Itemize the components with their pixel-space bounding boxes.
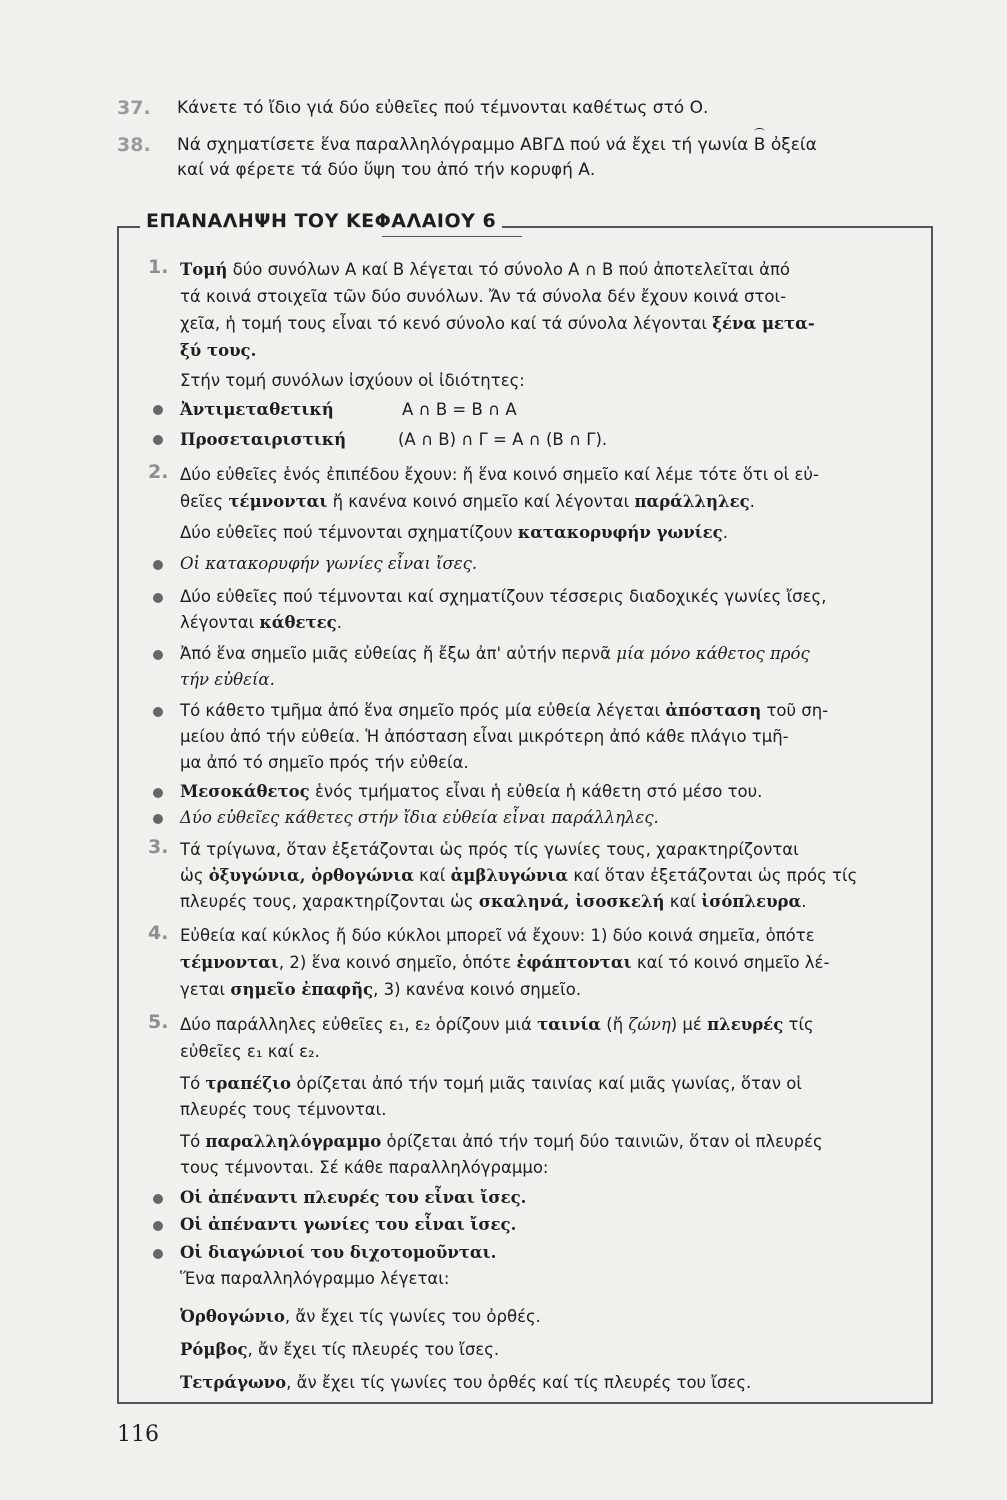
formula: Α ∩ Β = Β ∩ Α: [402, 400, 517, 419]
text-part: ὁρίζεται ἀπό τήν τομή μιᾶς ταινίας καί μιᾶς γωνίας, ὅταν οἱ: [291, 1074, 802, 1093]
exercise-number: 37.: [117, 97, 151, 119]
text-line: πλευρές τους τέμνονται.: [180, 1100, 387, 1119]
property-name: Προσεταιριστική: [180, 430, 347, 449]
text-line: [180, 1370, 910, 1396]
text-line: [180, 1304, 910, 1330]
bullet-icon: [153, 650, 163, 660]
text-part: λέγονται: [180, 613, 260, 632]
term: Τετράγωνο: [180, 1373, 287, 1392]
text-line: [180, 551, 910, 577]
term: παράλληλες: [634, 492, 750, 511]
exercise-38: [117, 133, 817, 183]
text-part: καί: [664, 892, 702, 911]
property-name: Ἀντιμεταθετική: [180, 400, 334, 419]
section-number: 4.: [148, 922, 169, 944]
text-line: Δύο εὐθεῖες πού τέμνονται καί σχηματίζουν τέσσερις διαδοχικές γωνίες ἴσες,: [180, 587, 827, 606]
term: ταινία: [537, 1015, 602, 1034]
text-part: ) μέ: [670, 1015, 708, 1034]
text-line: [180, 257, 910, 283]
text-part: , 2) ἕνα κοινό σημεῖο, ὁπότε: [278, 953, 517, 972]
text-part: (ἤ: [601, 1015, 629, 1034]
term: ξύ τους.: [180, 341, 257, 360]
text-line: [180, 1185, 910, 1211]
text-part: Νά σχηματίσετε ἕνα παραλληλόγραμμο ΑΒΓΔ πού νά ἔχει τή γωνία: [177, 135, 754, 155]
text-line: [180, 1337, 910, 1363]
text-line: μα ἀπό τό σημεῖο πρός τήν εὐθεία.: [180, 753, 469, 772]
page-number: 116: [117, 1422, 159, 1447]
text-line: λέγονται κάθετες.: [180, 613, 342, 632]
section-number: 5.: [148, 1011, 169, 1033]
bullet-icon: [153, 405, 163, 415]
bullet-icon: [153, 814, 163, 824]
text-part: γεται: [180, 980, 231, 999]
text-line: [180, 338, 910, 364]
term: Ὀρθογώνιο: [180, 1307, 285, 1326]
text-part: θεῖες: [180, 492, 229, 511]
text-part: , ἄν ἔχει τίς γωνίες του ὀρθές καί τίς πλευρές του ἴσες.: [286, 1373, 752, 1392]
exercise-text: Κάνετε τό ἴδιο γιά δύο εὐθεῖες πού τέμνονται καθέτως στό Ο.: [177, 98, 709, 118]
term: τέμνονται: [180, 953, 279, 972]
text-line: [180, 1012, 910, 1038]
exercise-text: [177, 133, 817, 158]
term: ἀπόσταση: [665, 701, 762, 720]
text-line: Ἕνα παραλληλόγραμμο λέγεται:: [180, 1269, 450, 1288]
text-line: [180, 779, 910, 805]
formula: (Α ∩ Β) ∩ Γ = Α ∩ (Β ∩ Γ).: [398, 430, 608, 449]
bullet-icon: [153, 1249, 163, 1259]
text-part: ὁρίζεται ἀπό τήν τομή δύο ταινιῶν, ὅταν οἱ πλευρές: [381, 1132, 823, 1151]
bullet-icon: [153, 1194, 163, 1204]
property-line: [180, 427, 910, 453]
text-line: τά κοινά στοιχεῖα τῶν δύο συνόλων. Ἄν τά σύνολα δέν ἔχουν κοινά στοι-: [180, 287, 787, 306]
bullet-icon: [153, 1221, 163, 1231]
text-part: δύο συνόλων Α καί Β λέγεται τό σύνολο Α ∩ Β πού ἀποτελεῖται ἀπό: [227, 260, 790, 279]
text-part: καί τό κοινό σημεῖο λέ-: [631, 953, 830, 972]
text-line: εὐθεῖες ε₁ καί ε₂.: [180, 1042, 320, 1061]
text-part: Δύο εὐθεῖες πού τέμνονται σχηματίζουν: [180, 523, 518, 542]
term: κάθετες: [259, 613, 337, 632]
text-line: Δύο εὐθεῖες ἑνός ἐπιπέδου ἔχουν: ἤ ἕνα κοινό σημεῖο καί λέμε τότε ὅτι οἱ εὐ-: [180, 465, 819, 484]
text-line: [180, 667, 910, 693]
text-part: Τό: [180, 1074, 206, 1093]
term: σκαληνά, ἰσοσκελή: [478, 892, 665, 911]
chapter-review-title: ΕΠΑΝΑΛΗΨΗ ΤΟΥ ΚΕΦΑΛΑΙΟΥ 6: [140, 210, 502, 232]
property-line: [180, 397, 910, 423]
property-statement: Οἱ ἀπέναντι γωνίες του εἶναι ἴσες.: [180, 1215, 517, 1234]
text-part: πλευρές τους, χαρακτηρίζονται ὡς: [180, 892, 479, 911]
bullet-icon: [153, 435, 163, 445]
text-line: πλευρές τους, χαρακτηρίζονται ὡς σκαληνά, ἰσοσκελή καί ἰσόπλευρα.: [180, 892, 807, 911]
term: τέμνονται: [228, 492, 328, 511]
exercise-number: 38.: [117, 134, 151, 156]
text-part: τοῦ ση-: [761, 701, 829, 720]
italic-statement: μία μόνο κάθετος πρός: [616, 644, 810, 663]
text-line: Στήν τομή συνόλων ἰσχύουν οἱ ἰδιότητες:: [180, 371, 525, 390]
text-line: [180, 1240, 910, 1266]
text-part: Τό κάθετο τμῆμα ἀπό ἕνα σημεῖο πρός μία εὐθεία λέγεται: [180, 701, 666, 720]
text-line: Τά τρίγωνα, ὅταν ἐξετάζονται ὡς πρός τίς γωνίες τους, χαρακτηρίζονται: [180, 840, 799, 859]
section-number: 1.: [148, 256, 169, 278]
text-part: , ἄν ἔχει τίς γωνίες του ὀρθές.: [284, 1307, 541, 1326]
text-line: [180, 805, 910, 831]
term: ἰσόπλευρα: [701, 892, 802, 911]
term: Τομή: [180, 260, 228, 279]
bullet-icon: [153, 707, 163, 717]
text-line: [180, 977, 910, 1003]
text-part: καί: [413, 866, 451, 885]
bullet-icon: [153, 560, 163, 570]
italic-statement: τήν εὐθεία.: [180, 670, 275, 689]
term: ξένα μετα-: [712, 314, 815, 333]
bullet-icon: [153, 788, 163, 798]
text-part: καί ὅταν ἐξετάζονται ὡς πρός τίς: [568, 866, 858, 885]
section-number: 3.: [148, 836, 169, 858]
angle-symbol: Β: [754, 133, 766, 158]
italic-statement: Δύο εὐθεῖες κάθετες στήν ἴδια εὐθεία εἶναι παράλληλες.: [180, 808, 659, 827]
bullet-icon: [153, 593, 163, 603]
exercise-37: [117, 96, 708, 121]
term: παραλληλόγραμμο: [205, 1132, 382, 1151]
term: ἐφάπτονται: [516, 953, 632, 972]
text-line: [180, 311, 910, 337]
term: κατακορυφήν γωνίες: [517, 523, 723, 542]
italic-statement: Οἱ κατακορυφήν γωνίες εἶναι ἴσες.: [180, 554, 478, 573]
term: Μεσοκάθετος: [180, 782, 310, 801]
text-line: Εὐθεία καί κύκλος ἤ δύο κύκλοι μπορεῖ νά ἔχουν: 1) δύο κοινά σημεῖα, ὁπότε: [180, 926, 815, 945]
section-number: 2.: [148, 461, 169, 483]
term: σημεῖο ἐπαφῆς: [230, 980, 374, 999]
title-divider: [382, 236, 522, 237]
text-line: [180, 1071, 910, 1097]
text-part: Δύο παράλληλες εὐθεῖες ε₁, ε₂ ὁρίζουν μιά: [180, 1015, 538, 1034]
text-line: τους τέμνονται. Σέ κάθε παραλληλόγραμμο:: [180, 1158, 549, 1177]
text-line: μείου ἀπό τήν εὐθεία. Ἡ ἀπόσταση εἶναι μικρότερη ἀπό κάθε πλάγιο τμῆ-: [180, 727, 789, 746]
exercise-text-2: καί νά φέρετε τά δύο ὕψη του ἀπό τήν κορυφή Α.: [177, 160, 596, 180]
text-line: Δύο εὐθεῖες πού τέμνονται σχηματίζουν κατακορυφήν γωνίες.: [180, 523, 728, 542]
term: τραπέζιο: [205, 1074, 292, 1093]
term: Ρόμβος: [180, 1340, 248, 1359]
text-line: [180, 698, 910, 724]
text-line: [180, 1129, 910, 1155]
text-part: , ἄν ἔχει τίς πλευρές του ἴσες.: [247, 1340, 500, 1359]
text-line: [180, 863, 910, 889]
property-statement: Οἱ διαγώνιοί του διχοτομοῦνται.: [180, 1243, 497, 1262]
text-part: Τό: [180, 1132, 206, 1151]
text-part: τίς: [783, 1015, 814, 1034]
text-part: ἤ κανένα κοινό σημεῖο καί λέγονται: [327, 492, 635, 511]
text-part: χεῖα, ἡ τομή τους εἶναι τό κενό σύνολο καί τά σύνολα λέγονται: [180, 314, 713, 333]
text-part: ὡς: [180, 866, 209, 885]
text-line: [180, 1212, 910, 1238]
text-line: θεῖες τέμνονται ἤ κανένα κοινό σημεῖο καί λέγονται παράλληλες.: [180, 492, 755, 511]
term: ζώνη: [628, 1015, 671, 1034]
term: ἀμβλυγώνια: [450, 866, 569, 885]
text-line: [180, 950, 910, 976]
term: ὀξυγώνια, ὀρθογώνια: [208, 866, 414, 885]
term: πλευρές: [707, 1015, 784, 1034]
text-line: [180, 641, 910, 667]
text-part: ἑνός τμήματος εἶναι ἡ εὐθεία ἡ κάθετη στό μέσο του.: [309, 782, 763, 801]
property-statement: Οἱ ἀπέναντι πλευρές του εἶναι ἴσες.: [180, 1188, 527, 1207]
text-part: , 3) κανένα κοινό σημεῖο.: [373, 980, 582, 999]
text-part: ὀξεία: [765, 135, 817, 155]
text-part: Ἀπό ἕνα σημεῖο μιᾶς εὐθείας ἤ ἔξω ἀπ' αὐτήν περνᾶ: [180, 644, 617, 663]
